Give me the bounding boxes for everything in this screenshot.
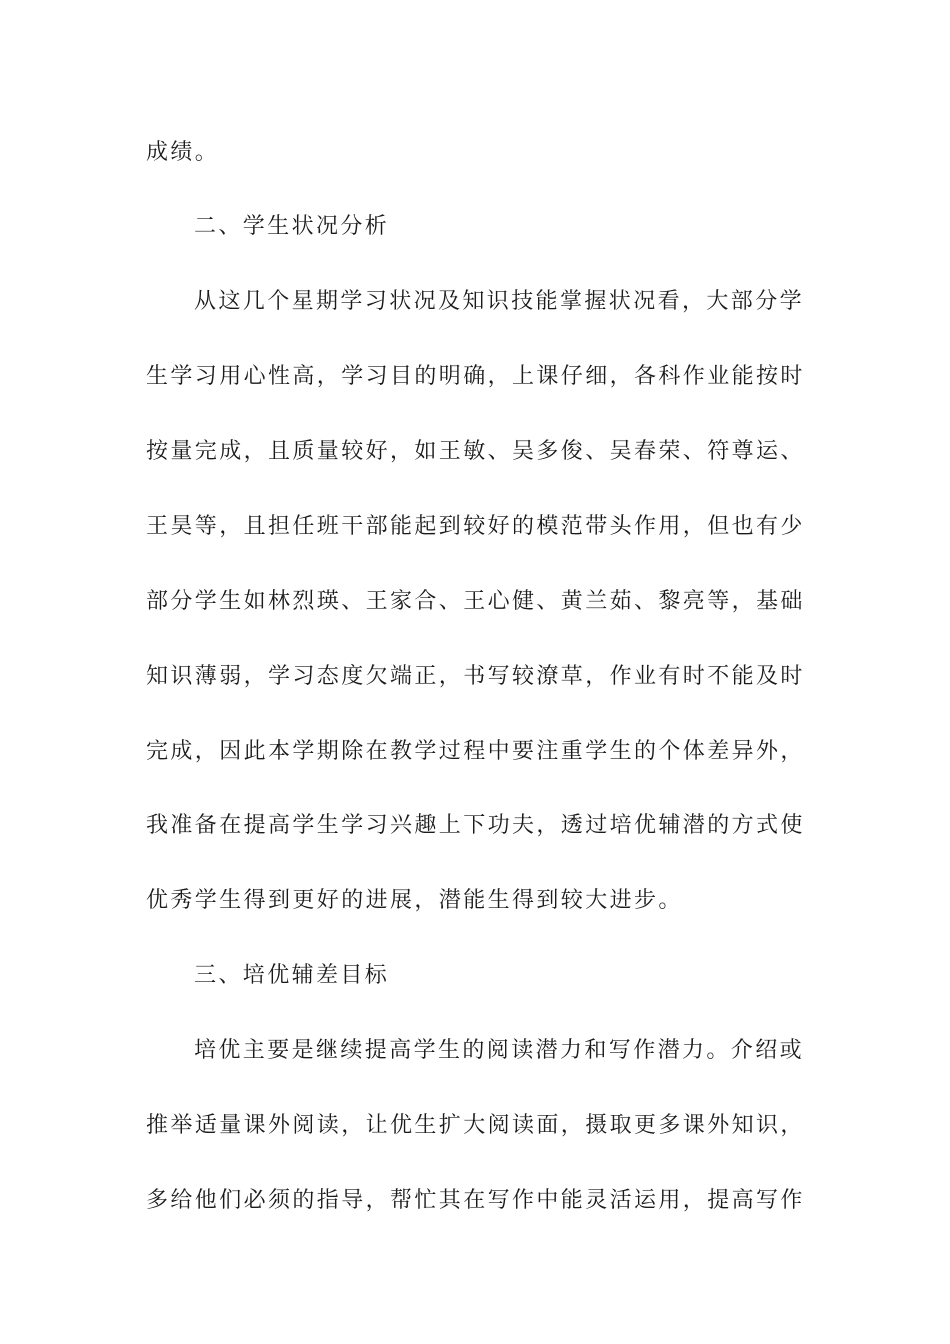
paragraph-line: 王昊等，且担任班干部能起到较好的模范带头作用，但也有少 bbox=[146, 514, 805, 539]
paragraph-line: 知识薄弱，学习态度欠端正，书写较潦草，作业有时不能及时 bbox=[146, 664, 805, 689]
paragraph-line: 优秀学生得到更好的进展，潜能生得到较大进步。 bbox=[146, 888, 683, 913]
paragraph-line: 我准备在提高学生学习兴趣上下功夫，透过培优辅潜的方式使 bbox=[146, 813, 805, 838]
paragraph-line: 按量完成，且质量较好，如王敏、吴多俊、吴春荣、符尊运、 bbox=[146, 439, 805, 464]
paragraph-line: 培优主要是继续提高学生的阅读潜力和写作潜力。介绍或 bbox=[194, 1038, 805, 1063]
paragraph-line: 从这几个星期学习状况及知识技能掌握状况看，大部分学 bbox=[194, 289, 805, 314]
paragraph-line: 部分学生如林烈瑛、王家合、王心健、黄兰茹、黎亮等，基础 bbox=[146, 589, 805, 614]
paragraph-line: 生学习用心性高，学习目的明确，上课仔细，各科作业能按时 bbox=[146, 364, 805, 389]
paragraph-line: 多给他们必须的指导，帮忙其在写作中能灵活运用，提高写作 bbox=[146, 1188, 805, 1213]
section-heading: 三、培优辅差目标 bbox=[194, 963, 390, 988]
section-heading: 二、学生状况分析 bbox=[194, 214, 390, 239]
paragraph-line: 推举适量课外阅读，让优生扩大阅读面，摄取更多课外知识， bbox=[146, 1113, 805, 1138]
paragraph-line: 完成，因此本学期除在教学过程中要注重学生的个体差异外， bbox=[146, 739, 805, 764]
text-line: 成绩。 bbox=[146, 140, 220, 165]
